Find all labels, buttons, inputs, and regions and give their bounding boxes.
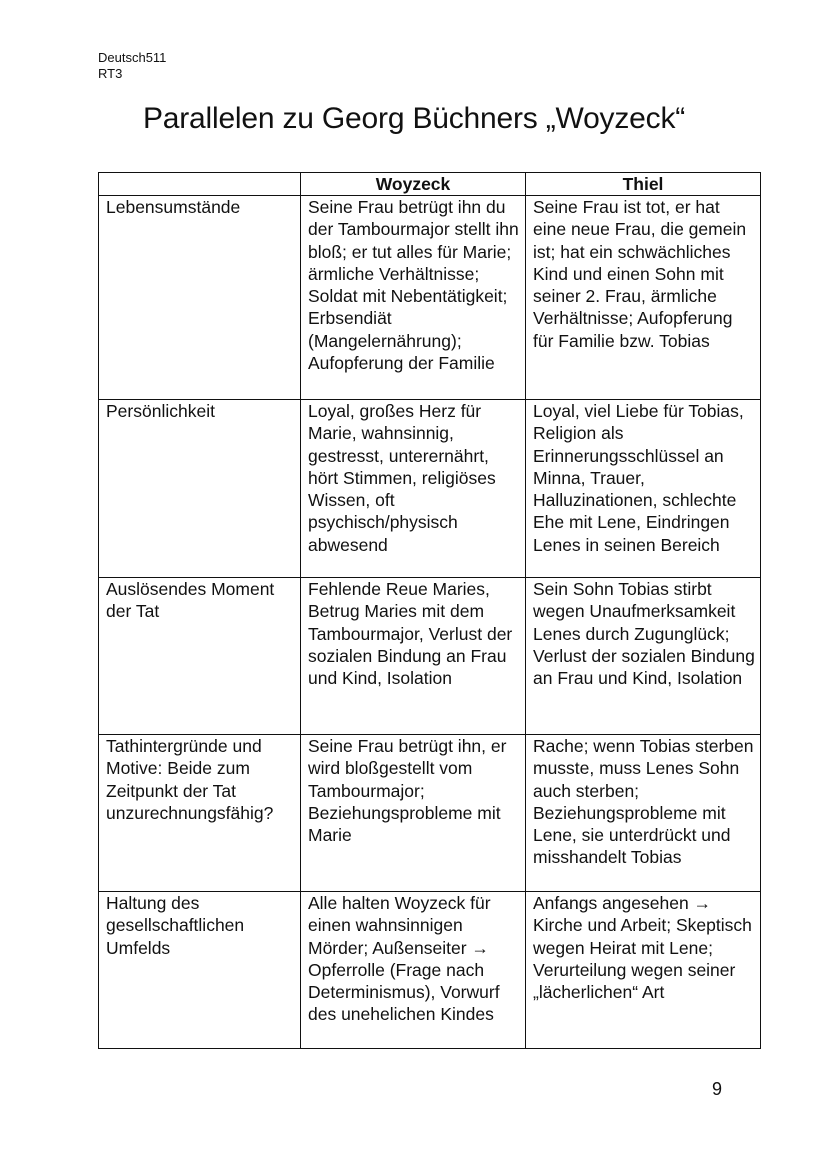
thiel-cell: Anfangs angesehen → Kirche und Arbeit; Skeptisch wegen Heirat mit Lene; Verurteilung wegen seiner „lächerlichen“ Art xyxy=(526,892,761,1049)
row-label: Tathintergründe und Motive: Beide zum Zeitpunkt der Tat unzurechnungsfähig? xyxy=(99,735,301,892)
column-header-woyzeck: Woyzeck xyxy=(301,173,526,196)
woyzeck-cell: Seine Frau betrügt ihn, er wird bloßgestellt vom Tambourmajor; Beziehungsprobleme mit Marie xyxy=(301,735,526,892)
table-row xyxy=(99,892,761,1049)
class-label: RT3 xyxy=(98,66,123,81)
woyzeck-cell: Loyal, großes Herz für Marie, wahnsinnig, gestresst, unterernährt, hört Stimmen, religiöses Wissen, oft psychisch/physisch abwesend xyxy=(301,400,526,578)
table-row xyxy=(99,735,761,892)
table-row xyxy=(99,578,761,735)
thiel-cell: Sein Sohn Tobias stirbt wegen Unaufmerksamkeit Lenes durch Zugunglück; Verlust der sozialen Bindung an Frau und Kind, Isolation xyxy=(526,578,761,735)
row-label: Persönlichkeit xyxy=(99,400,301,578)
woyzeck-cell: Seine Frau betrügt ihn du der Tambourmajor stellt ihn bloß; er tut alles für Marie; ärmliche Verhältnisse; Soldat mit Nebentätigkeit; Erbsendiät (Mangelernährung); Aufopferung der Familie xyxy=(301,196,526,400)
page-title: Parallelen zu Georg Büchners „Woyzeck“ xyxy=(142,102,686,135)
thiel-cell: Seine Frau ist tot, er hat eine neue Frau, die gemein ist; hat ein schwächliches Kind und einen Sohn mit seiner 2. Frau, ärmliche Verhältnisse; Aufopferung für Familie bzw. Tobias xyxy=(526,196,761,400)
table-row xyxy=(99,196,761,400)
row-label: Lebensumstände xyxy=(99,196,301,400)
page-number: 9 xyxy=(712,1079,723,1099)
thiel-cell: Rache; wenn Tobias sterben musste, muss Lenes Sohn auch sterben; Beziehungsprobleme mit Lene, sie unterdrückt und misshandelt Tobias xyxy=(526,735,761,892)
woyzeck-cell: Alle halten Woyzeck für einen wahnsinnigen Mörder; Außenseiter → Opferrolle (Frage nach Determinismus), Vorwurf des unehelichen Kindes xyxy=(301,892,526,1049)
table-header-row xyxy=(99,173,761,196)
table-row xyxy=(99,400,761,578)
thiel-cell: Loyal, viel Liebe für Tobias, Religion als Erinnerungsschlüssel an Minna, Trauer, Halluzinationen, schlechte Ehe mit Lene, Eindringen Lenes in seinen Bereich xyxy=(526,400,761,578)
document-header xyxy=(98,50,166,82)
row-label: Haltung des gesellschaftlichen Umfelds xyxy=(99,892,301,1049)
row-label: Auslösendes Moment der Tat xyxy=(99,578,301,735)
column-header-thiel: Thiel xyxy=(526,173,761,196)
course-label: Deutsch511 xyxy=(98,50,167,65)
comparison-table xyxy=(98,172,761,1049)
column-header-empty xyxy=(99,173,301,196)
woyzeck-cell: Fehlende Reue Maries, Betrug Maries mit dem Tambourmajor, Verlust der sozialen Bindung an Frau und Kind, Isolation xyxy=(301,578,526,735)
